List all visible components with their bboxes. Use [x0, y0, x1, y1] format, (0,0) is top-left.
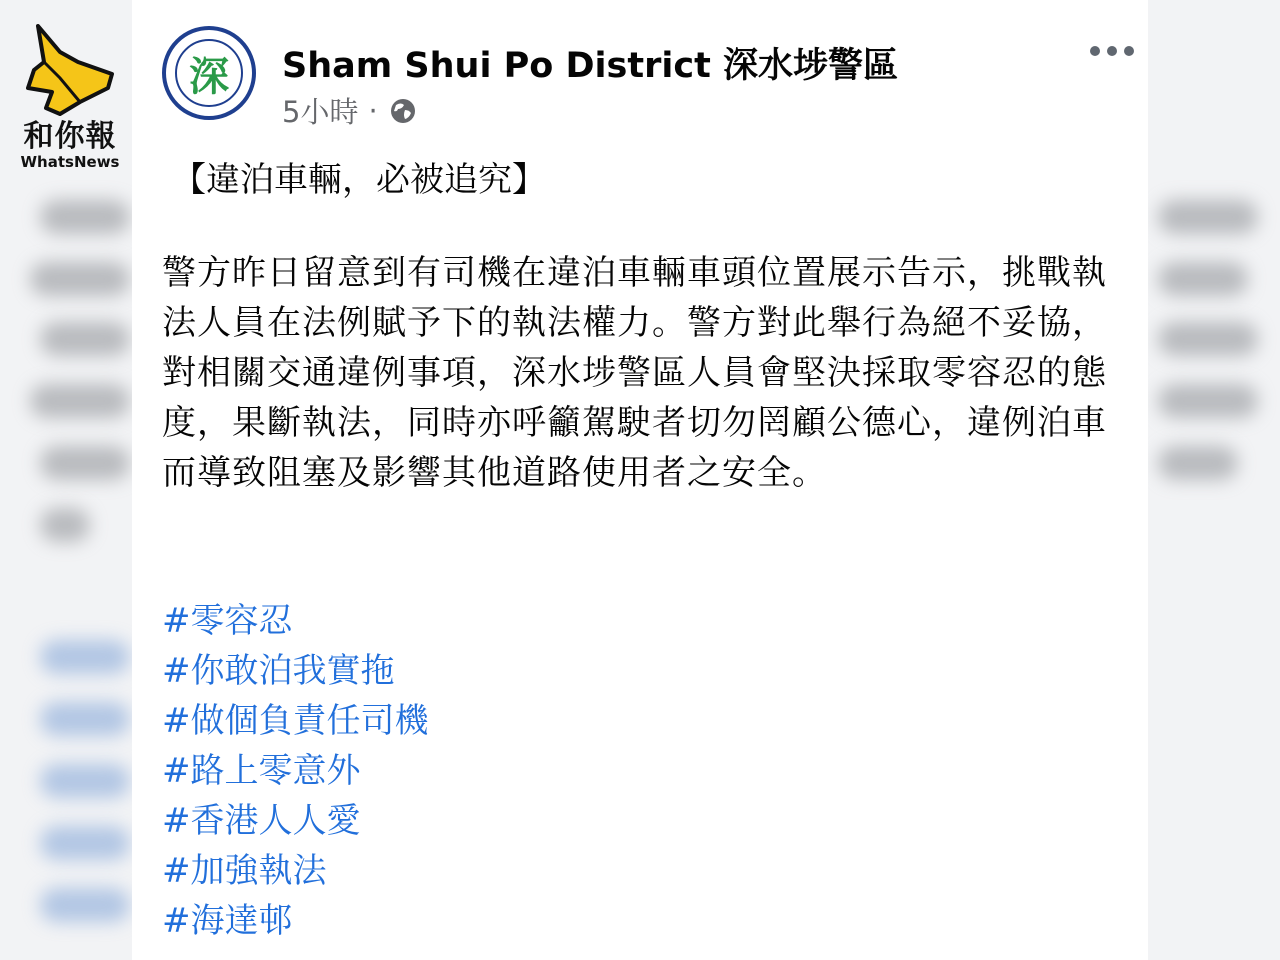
page-avatar[interactable] [162, 26, 256, 120]
post-timestamp[interactable]: 5小時 [282, 95, 359, 129]
bird-logo-icon [20, 22, 120, 116]
hashtag-link[interactable]: #你敢泊我實拖 [162, 651, 395, 691]
blurred-background-right [1148, 0, 1280, 960]
hashtag-link[interactable]: #零容忍 [162, 601, 293, 641]
hashtag-list [162, 596, 429, 946]
hashtag-link[interactable]: #加強執法 [162, 851, 327, 891]
avatar-glyph: 深 [175, 39, 243, 107]
logo-name-cn: 和你報 [23, 119, 117, 154]
facebook-post [132, 0, 1148, 960]
meta-separator: · [368, 93, 378, 128]
hashtag-link[interactable]: #香港人人愛 [162, 801, 361, 841]
whatsnews-logo [14, 22, 126, 182]
post-body: 警方昨日留意到有司機在違泊車輛車頭位置展示告示，挑戰執法人員在法例賦予下的執法權力。警方對此舉行為絕不妥協，對相關交通違例事項，深水埗警區人員會堅決採取零容忍的態度，果斷執法，同時亦呼籲駕駛者切勿罔顧公德心，違例泊車而導致阻塞及影響其他道路使用者之安全。 [162, 253, 1107, 493]
hashtag-link[interactable]: #做個負責任司機 [162, 701, 429, 741]
hashtag-link[interactable]: #路上零意外 [162, 751, 361, 791]
globe-icon[interactable] [388, 96, 418, 126]
post-headline: 【違泊車輛，必被追究】 [172, 160, 546, 200]
logo-name-en: WhatsNews [20, 153, 120, 171]
more-dot [1124, 46, 1134, 56]
page-name-link[interactable]: Sham Shui Po District 深水埗警區 [282, 46, 899, 86]
more-dot [1107, 46, 1117, 56]
more-options-icon[interactable] [1090, 36, 1134, 66]
post-meta [282, 90, 418, 131]
hashtag-link[interactable]: #海達邨 [162, 901, 293, 941]
more-dot [1090, 46, 1100, 56]
